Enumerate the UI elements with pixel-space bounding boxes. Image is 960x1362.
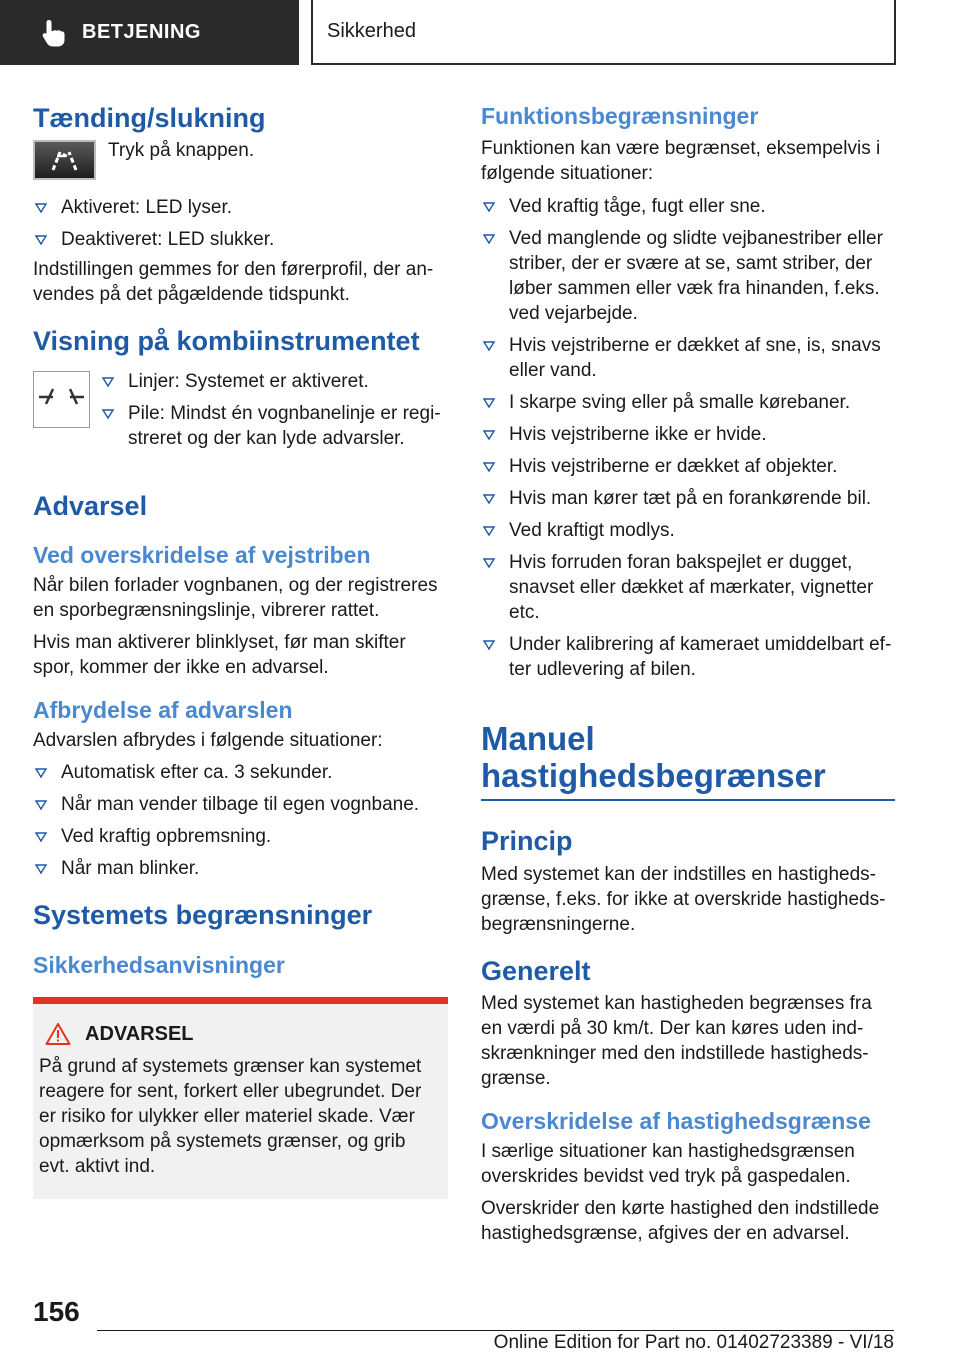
blinker-text: Hvis man aktiverer blinklyset, før man skifter spor, kommer der ikke en advarsel.	[33, 632, 406, 678]
triangle-bullet-icon	[483, 429, 495, 441]
warning-triangle-icon	[45, 1022, 71, 1046]
triangle-bullet-icon	[35, 799, 47, 811]
triangle-bullet-icon	[483, 525, 495, 537]
triangle-bullet-icon	[483, 201, 495, 213]
list-item: Ved kraftigt modlys.	[481, 518, 895, 543]
hand-pointer-icon	[40, 18, 68, 48]
on-off-heading: Tænding/slukning	[33, 103, 266, 133]
profile-note: Indstillingen gemmes for den førerprofil, der anvendes på det pågældende tidspunkt.	[33, 258, 434, 305]
lane-indicator-icon	[33, 371, 90, 428]
limits-heading: Systemets begrænsninger	[33, 899, 373, 930]
func-list	[481, 194, 895, 682]
triangle-bullet-icon	[483, 340, 495, 352]
func-intro: Funktionen kan være begrænset, eksempelvis i følgende situationer:	[481, 137, 881, 184]
triangle-bullet-icon	[102, 376, 114, 388]
triangle-bullet-icon	[35, 863, 47, 875]
lane-button-icon	[33, 140, 96, 180]
heading-rule	[481, 799, 895, 801]
list-item: Hvis forruden foran bakspejlet er dugget, snavset eller dækket af mærkater, vignetter etc.	[481, 550, 895, 625]
limiter-heading-line2: hastighedsbegrænser	[481, 757, 826, 795]
chapter-tab	[311, 0, 896, 65]
triangle-bullet-icon	[102, 408, 114, 420]
limiter-heading	[481, 720, 895, 795]
display-list	[100, 369, 448, 458]
limiter-heading-line1: Manuel	[481, 719, 595, 757]
list-item: Ved kraftig tåge, fugt eller sne.	[481, 194, 895, 219]
list-item: Hvis vejstriberne er dækket af sne, is, snavs eller vand.	[481, 333, 895, 383]
triangle-bullet-icon	[35, 234, 47, 246]
list-item: Aktiveret: LED lyser.	[33, 195, 448, 220]
edition-text: Online Edition for Part no. 01402723389 - VI/18	[493, 1332, 894, 1353]
list-item: Under kalibrering af kameraet umiddelbart efter udlevering af bilen.	[481, 632, 895, 682]
list-item: Hvis man kører tæt på en forankørende bil.	[481, 486, 895, 511]
footer-rule	[97, 1330, 894, 1331]
right-column	[481, 100, 895, 1246]
exceed-heading: Overskridelse af hastighedsgrænse	[481, 1108, 871, 1135]
lane-exceed-heading: Ved overskridelse af vejstriben	[33, 542, 371, 569]
cancel-list	[33, 760, 448, 881]
triangle-bullet-icon	[35, 831, 47, 843]
warning-box-text: På grund af systemets grænser kan systemet reagere for sent, forkert eller ubegrundet. Der er risiko for ulykker eller materiel skade. Vær opmærksom på systemets grænser, og grib evt. aktivt ind.	[39, 1056, 422, 1178]
section-tab	[0, 0, 299, 65]
left-column	[33, 100, 448, 1199]
triangle-bullet-icon	[483, 493, 495, 505]
list-item: I skarpe sving eller på smalle kørebaner.	[481, 390, 895, 415]
warning-box	[33, 997, 448, 1199]
list-item: Ved kraftig opbremsning.	[33, 824, 448, 849]
list-item: Pile: Mindst én vognbanelinje er registreret og der kan lyde advarsler.	[100, 401, 448, 451]
cancel-intro: Advarslen afbrydes i følgende situationer:	[33, 729, 383, 751]
triangle-bullet-icon	[483, 557, 495, 569]
on-off-list	[33, 195, 448, 252]
list-item: Hvis vejstriberne er dækket af objekter.	[481, 454, 895, 479]
warning-box-header	[39, 1022, 424, 1046]
cancel-warning-heading: Afbrydelse af advarslen	[33, 697, 293, 723]
triangle-bullet-icon	[483, 639, 495, 651]
list-item: Automatisk efter ca. 3 sekunder.	[33, 760, 448, 785]
button-row	[33, 140, 448, 180]
display-row	[33, 371, 448, 458]
list-item: Når man blinker.	[33, 856, 448, 881]
list-item: Når man vender tilbage til egen vognbane.	[33, 792, 448, 817]
general-heading: Generelt	[481, 955, 591, 986]
func-limits-heading: Funktionsbegrænsninger	[481, 103, 759, 129]
exceed-text-1: I særlige situationer kan hastighedsgrænsen overskrides bevidst ved tryk på gaspedalen.	[481, 1141, 855, 1188]
display-heading: Visning på kombiinstrumentet	[33, 325, 420, 356]
list-item: Ved manglende og slidte vejbanestriber eller striber, der er svære at se, samt striber, der løber sammen eller væk fra hinanden, f.eks. ved vejarbejde.	[481, 226, 895, 326]
safety-heading: Sikkerhedsanvisninger	[33, 951, 285, 978]
section-label: BETJENING	[82, 21, 201, 43]
warning-heading: Advarsel	[33, 490, 148, 521]
list-item: Hvis vejstriberne ikke er hvide.	[481, 422, 895, 447]
vibrate-text: Når bilen forlader vognbanen, og der registreres en sporbegrænsningslinje, vibrerer rattet.	[33, 575, 438, 621]
principle-text: Med systemet kan der indstilles en hastighedsgrænse, f.eks. for ikke at overskride hastighedsbegrænsningerne.	[481, 863, 886, 935]
warning-box-label: ADVARSEL	[85, 1022, 194, 1045]
exceed-text-2: Overskrider den kørte hastighed den indstillede hastighedsgrænse, afgives der en advarsel.	[481, 1198, 880, 1245]
triangle-bullet-icon	[35, 202, 47, 214]
list-item: Linjer: Systemet er aktiveret.	[100, 369, 448, 394]
general-text: Med systemet kan hastigheden begrænses fra en værdi på 30 km/t. Der kan køres uden indskrænkninger med den indstillede hastighedsgrænse.	[481, 993, 872, 1090]
triangle-bullet-icon	[483, 461, 495, 473]
chapter-label: Sikkerhed	[327, 20, 416, 42]
page-number: 156	[33, 1296, 80, 1327]
press-button-text: Tryk på knappen.	[108, 139, 255, 161]
triangle-bullet-icon	[483, 233, 495, 245]
triangle-bullet-icon	[483, 397, 495, 409]
list-item: Deaktiveret: LED slukker.	[33, 227, 448, 252]
principle-heading: Princip	[481, 825, 573, 856]
triangle-bullet-icon	[35, 767, 47, 779]
